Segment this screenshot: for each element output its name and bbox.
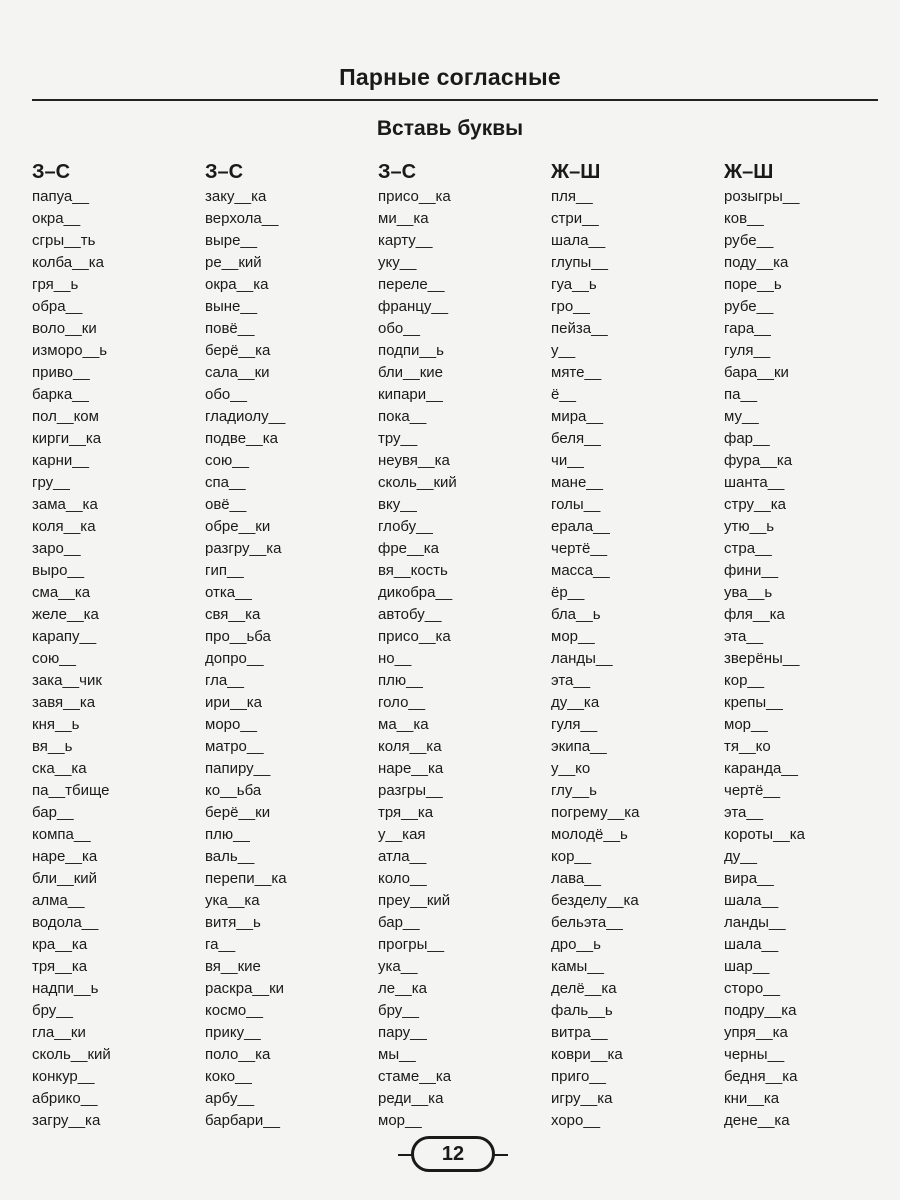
word-item: безделу__ка [551,892,639,909]
word-item: берё__ка [205,342,271,359]
word-item: приво__ [32,364,90,381]
word-column-3 [378,158,546,1132]
word-item: ле__ка [378,980,428,997]
word-item: па__тбище [32,782,110,799]
word-item: ма__ка [378,716,429,733]
word-item: карту__ [378,232,433,249]
word-item: мира__ [551,408,604,425]
word-item: отка__ [205,584,252,601]
word-item: тря__ка [32,958,88,975]
word-item: кипари__ [378,386,443,403]
word-item: обо__ [205,386,247,403]
word-item: сою__ [32,650,76,667]
word-item: карни__ [32,452,89,469]
word-item: плю__ [205,826,250,843]
word-item: кни__ка [724,1090,780,1107]
word-item: стра__ [724,540,772,557]
word-item: францу__ [378,298,449,315]
exercise-instruction: Вставь буквы [376,117,524,140]
word-item: эта__ [724,804,764,821]
word-item: загру__ка [32,1112,101,1129]
word-item: подру__ка [724,1002,797,1019]
word-item: гла__ [205,672,244,689]
word-item: ука__ [378,958,418,975]
word-item: присо__ка [378,188,451,205]
word-item: желе__ка [32,606,99,623]
word-item: бла__ь [551,606,601,623]
word-item: поду__ка [724,254,789,271]
word-item: заку__ка [205,188,267,205]
word-item: матро__ [205,738,264,755]
word-item: утю__ь [724,518,775,535]
word-item: погрему__ка [551,804,640,821]
page-title: Парные согласные [339,64,561,90]
word-item: бельэта__ [551,914,623,931]
word-item: ми__ка [378,210,429,227]
word-item: тя__ко [724,738,771,755]
word-item: раскра__ки [205,980,285,997]
word-item: сколь__кий [32,1046,111,1063]
word-item: мане__ [551,474,603,491]
word-item: бар__ [378,914,420,931]
word-item: выро__ [32,562,85,579]
word-item: заро__ [32,540,81,557]
word-item: пол__ком [32,408,99,425]
word-item: чертё__ [551,540,608,557]
word-item: ду__ка [551,694,600,711]
word-item: преу__кий [378,892,451,909]
page-number: 12 [411,1136,495,1172]
word-item: обо__ [378,320,420,337]
word-item: бру__ [378,1002,419,1019]
word-item: мор__ [551,628,595,645]
word-item: окра__ка [205,276,269,293]
word-item: зверёны__ [724,650,800,667]
word-item: фини__ [724,562,779,579]
word-item: зака__чик [32,672,102,689]
word-item: ерала__ [551,518,610,535]
word-item: вира__ [724,870,774,887]
word-item: свя__ка [205,606,261,623]
word-item: зама__ка [32,496,98,513]
column-header: Ж–Ш [724,161,774,183]
word-item: автобу__ [378,606,442,623]
word-item: каранда__ [724,760,798,777]
word-item: шар__ [724,958,770,975]
word-item: сма__ка [32,584,91,601]
word-item: спа__ [205,474,246,491]
word-item: верхола__ [205,210,279,227]
word-item: молодё__ь [551,826,628,843]
word-item: эта__ [551,672,591,689]
column-header: З–С [32,161,71,183]
word-item: ува__ь [724,584,773,601]
word-item: приго__ [551,1068,607,1085]
word-item: у__кая [378,826,426,843]
word-item: кор__ [551,848,592,865]
word-item: шала__ [724,892,779,909]
word-item: фре__ка [378,540,439,557]
word-item: глупы__ [551,254,608,271]
word-item: сгры__ть [32,232,96,249]
word-item: делё__ка [551,980,617,997]
word-item: кор__ [724,672,765,689]
word-item: стру__ка [724,496,786,513]
word-item: плю__ [378,672,423,689]
word-item: лава__ [551,870,601,887]
word-item: дикобра__ [378,584,453,601]
word-item: хоро__ [551,1112,601,1129]
word-item: бедня__ка [724,1068,798,1085]
word-item: голо__ [378,694,426,711]
word-item: допро__ [205,650,264,667]
word-item: стри__ [551,210,599,227]
column-header: З–С [378,161,417,183]
word-item: ков__ [724,210,764,227]
word-item: па__ [724,386,758,403]
word-columns [32,158,892,1138]
word-item: рубе__ [724,298,774,315]
word-item: мор__ [378,1112,422,1129]
word-item: карапу__ [32,628,97,645]
word-item: кирги__ка [32,430,102,447]
word-item: гуа__ь [551,276,597,293]
word-item: беля__ [551,430,601,447]
word-item: голы__ [551,496,601,513]
word-item: ду__ [724,848,757,865]
word-item: сторо__ [724,980,780,997]
word-item: поре__ь [724,276,782,293]
word-item: бли__кий [32,870,98,887]
word-item: дене__ка [724,1112,790,1129]
word-item: глу__ь [551,782,597,799]
word-item: масса__ [551,562,610,579]
word-item: коври__ка [551,1046,623,1063]
word-item: черны__ [724,1046,785,1063]
word-item: сала__ки [205,364,270,381]
word-item: конкур__ [32,1068,95,1085]
word-item: водола__ [32,914,99,931]
word-item: поло__ка [205,1046,271,1063]
word-item: мор__ [724,716,768,733]
title-divider [32,99,878,101]
word-item: разгру__ка [205,540,282,557]
word-item: неувя__ка [378,452,450,469]
word-item: пока__ [378,408,427,425]
word-item: шала__ [551,232,606,249]
word-item: барбари__ [205,1112,280,1129]
word-item: валь__ [205,848,255,865]
word-item: прику__ [205,1024,261,1041]
word-item: витра__ [551,1024,608,1041]
word-item: гро__ [551,298,590,315]
word-item: му__ [724,408,759,425]
column-header: З–С [205,161,244,183]
word-item: коля__ка [378,738,442,755]
word-item: гип__ [205,562,244,579]
word-item: уку__ [378,254,417,271]
word-item: прогры__ [378,936,445,953]
word-item: гря__ь [32,276,79,293]
word-item: фар__ [724,430,770,447]
word-item: пару__ [378,1024,427,1041]
word-item: наре__ка [32,848,98,865]
word-item: чи__ [551,452,584,469]
word-item: гуля__ [724,342,771,359]
word-item: упря__ка [724,1024,788,1041]
column-header: Ж–Ш [551,161,601,183]
word-item: крепы__ [724,694,783,711]
word-item: стаме__ка [378,1068,452,1085]
word-item: но__ [378,650,412,667]
word-item: кра__ка [32,936,88,953]
word-item: гру__ [32,474,70,491]
word-item: моро__ [205,716,258,733]
word-item: у__ [551,342,576,359]
word-item: ёр__ [551,584,585,601]
word-item: сою__ [205,452,249,469]
word-item: ука__ка [205,892,260,909]
word-item: подве__ка [205,430,278,447]
word-item: колба__ка [32,254,105,271]
word-item: обре__ки [205,518,271,535]
word-item: космо__ [205,1002,263,1019]
word-item: пля__ [551,188,593,205]
word-item: у__ко [551,760,591,777]
word-item: бар__ [32,804,74,821]
word-item: разгры__ [378,782,443,799]
word-item: ири__ка [205,694,263,711]
word-column-4 [551,158,719,1132]
word-item: тря__ка [378,804,434,821]
word-item: вя__кость [378,562,448,579]
word-item: алма__ [32,892,85,909]
word-item: гла__ки [32,1024,86,1041]
word-item: кня__ь [32,716,80,733]
word-item: папуа__ [32,188,89,205]
word-item: воло__ки [32,320,97,337]
word-item: бру__ [32,1002,73,1019]
word-item: вку__ [378,496,417,513]
word-item: папиру__ [205,760,271,777]
word-item: мяте__ [551,364,602,381]
word-item: гуля__ [551,716,598,733]
word-item: короты__ка [724,826,805,843]
word-item: ланды__ [551,650,613,667]
word-item: чертё__ [724,782,781,799]
word-column-2 [205,158,373,1132]
word-item: глобу__ [378,518,433,535]
word-item: реди__ка [378,1090,444,1107]
word-item: камы__ [551,958,605,975]
word-item: мы__ [378,1046,416,1063]
word-item: игру__ка [551,1090,613,1107]
word-item: повё__ [205,320,255,337]
word-item: вя__кие [205,958,261,975]
word-item: коло__ [378,870,427,887]
word-item: шала__ [724,936,779,953]
word-item: изморо__ь [32,342,108,359]
word-column-5 [724,158,892,1132]
word-item: про__ьба [205,628,271,645]
word-item: фура__ка [724,452,793,469]
word-item: га__ [205,936,236,953]
word-column-1 [32,158,200,1132]
word-item: атла__ [378,848,427,865]
word-item: ланды__ [724,914,786,931]
word-item: сколь__кий [378,474,457,491]
word-item: выре__ [205,232,258,249]
word-item: рубе__ [724,232,774,249]
word-item: коля__ка [32,518,96,535]
word-item: перепи__ка [205,870,287,887]
word-item: подпи__ь [378,342,444,359]
word-item: коко__ [205,1068,252,1085]
word-item: бара__ки [724,364,789,381]
word-item: ко__ьба [205,782,262,799]
word-item: надпи__ь [32,980,99,997]
word-item: шанта__ [724,474,785,491]
word-item: экипа__ [551,738,607,755]
word-item: ё__ [551,386,577,403]
word-item: барка__ [32,386,89,403]
word-item: розыгры__ [724,188,800,205]
word-item: арбу__ [205,1090,255,1107]
word-item: обра__ [32,298,83,315]
word-item: фаль__ь [551,1002,613,1019]
word-item: ска__ка [32,760,87,777]
word-item: завя__ка [32,694,96,711]
word-item: фля__ка [724,606,785,623]
word-item: овё__ [205,496,247,513]
word-item: присо__ка [378,628,451,645]
word-item: берё__ки [205,804,271,821]
word-item: окра__ [32,210,81,227]
word-item: гара__ [724,320,771,337]
word-item: выне__ [205,298,258,315]
word-item: дро__ь [551,936,601,953]
word-item: ре__кий [205,254,262,271]
word-item: пейза__ [551,320,608,337]
word-item: гладиолу__ [205,408,286,425]
word-item: компа__ [32,826,91,843]
word-item: переле__ [378,276,445,293]
word-item: витя__ь [205,914,261,931]
word-item: бли__кие [378,364,444,381]
word-item: наре__ка [378,760,444,777]
word-item: эта__ [724,628,764,645]
word-item: тру__ [378,430,418,447]
word-item: вя__ь [32,738,73,755]
word-item: абрико__ [32,1090,98,1107]
